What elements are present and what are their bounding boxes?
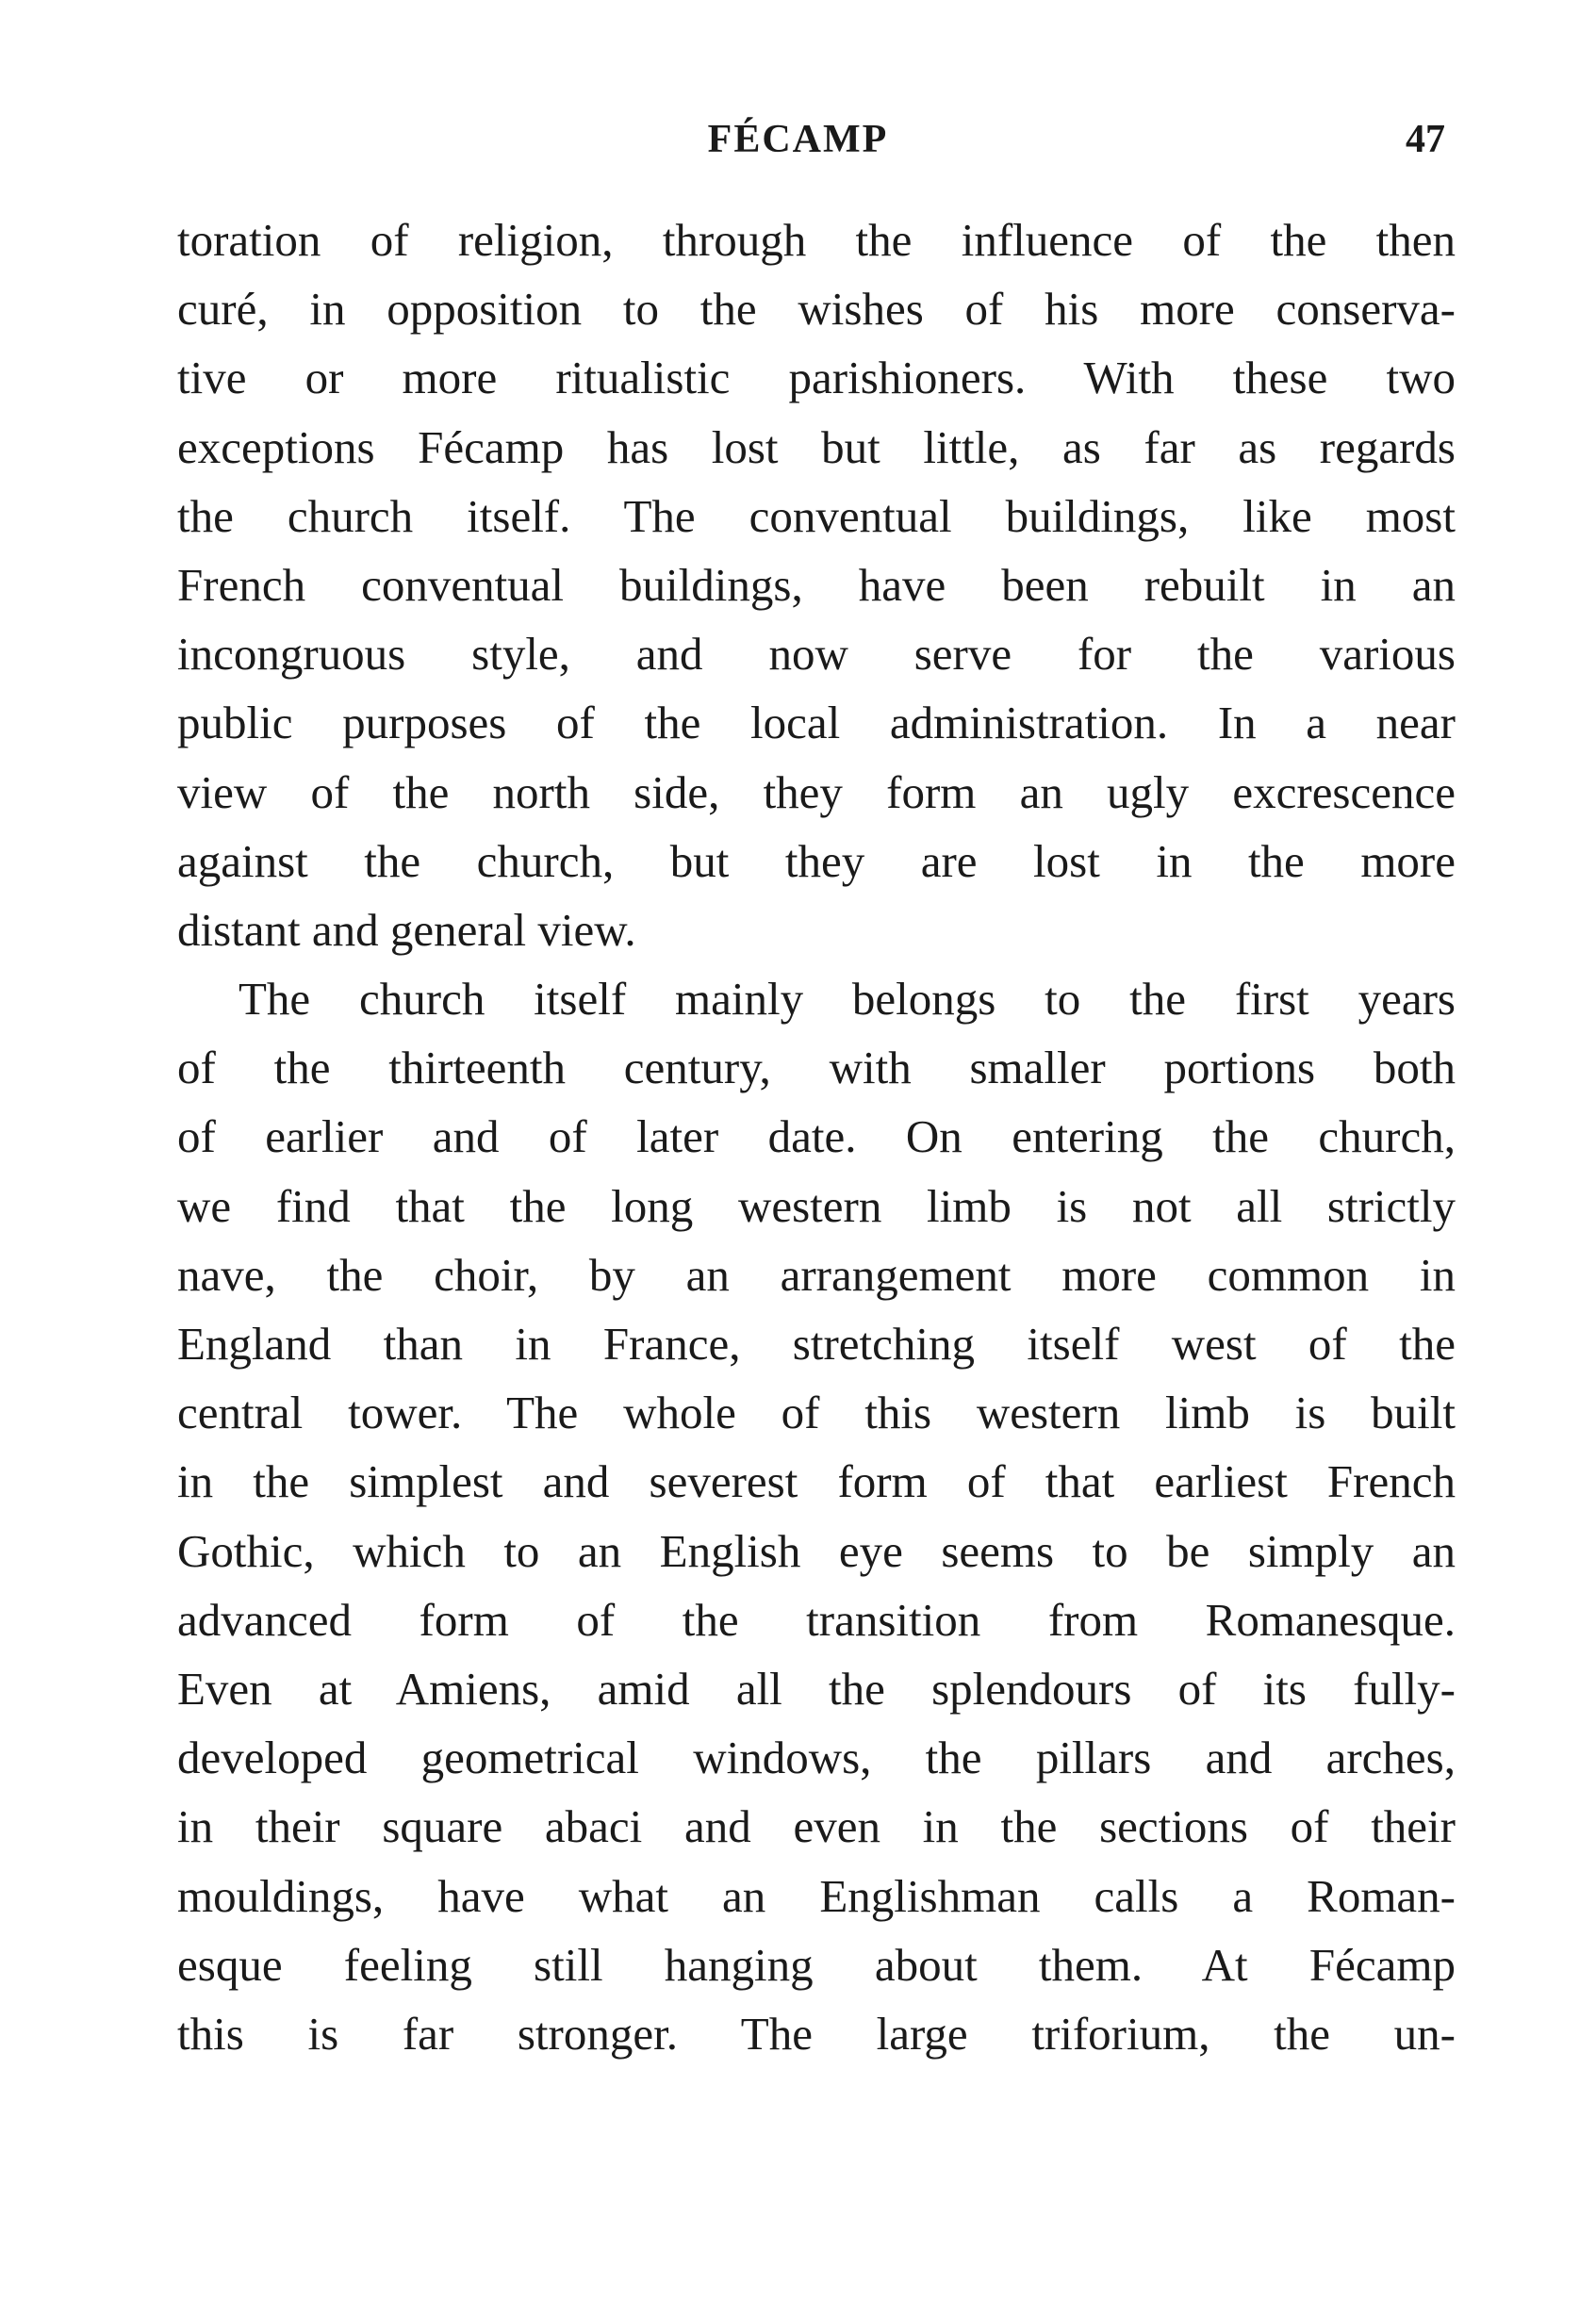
text-line: French conventual buildings, have been rebuilt in an [177,558,1456,611]
text-line: esque feeling still hanging about them. At Fécamp [177,1938,1456,1991]
text-line: view of the north side, they form an ugly excrescence [177,765,1456,818]
text-line: incongruous style, and now serve for the various [177,628,1456,681]
text-line: Gothic, which to an English eye seems to be simply an [177,1524,1456,1577]
text-line: developed geometrical windows, the pillars and arches, [177,1732,1456,1784]
text-line: this is far stronger. The large triforium, the un- [177,2007,1456,2060]
text-line: in the simplest and severest form of that earliest French [177,1455,1456,1508]
text-line: of the thirteenth century, with smaller portions both [177,1042,1456,1094]
text-line: England than in France, stretching itself west of the [177,1318,1456,1370]
text-line: central tower. The whole of this western limb is built [177,1387,1456,1439]
text-line: curé, in opposition to the wishes of his more conserva- [177,283,1456,336]
page-number: 47 [1406,118,1445,161]
running-head [0,111,1596,168]
text-line: the church itself. The conventual buildings, like most [177,489,1456,542]
text-line: distant and general view. [177,903,636,956]
text-line: Even at Amiens, amid all the splendours of its fully- [177,1662,1456,1715]
text-line: nave, the choir, by an arrangement more common in [177,1248,1456,1301]
text-line: in their square abaci and even in the sections of their [177,1800,1456,1853]
text-line: The church itself mainly belongs to the first years [239,973,1456,1026]
text-line: tive or more ritualistic parishioners. With these two [177,352,1456,404]
text-line: we find that the long western limb is not all strictly [177,1179,1456,1232]
text-line: against the church, but they are lost in the more [177,834,1456,887]
running-title: FÉCAMP [707,118,889,161]
text-line: exceptions Fécamp has lost but little, as far as regards [177,420,1456,473]
body-text [177,205,1456,2068]
text-line: of earlier and of later date. On entering the church, [177,1110,1456,1163]
text-line: toration of religion, through the influence of the then [177,214,1456,266]
text-line: public purposes of the local administration. In a near [177,697,1456,749]
text-line: mouldings, have what an Englishman calls a Roman- [177,1869,1456,1922]
text-line: advanced form of the transition from Romanesque. [177,1593,1456,1646]
